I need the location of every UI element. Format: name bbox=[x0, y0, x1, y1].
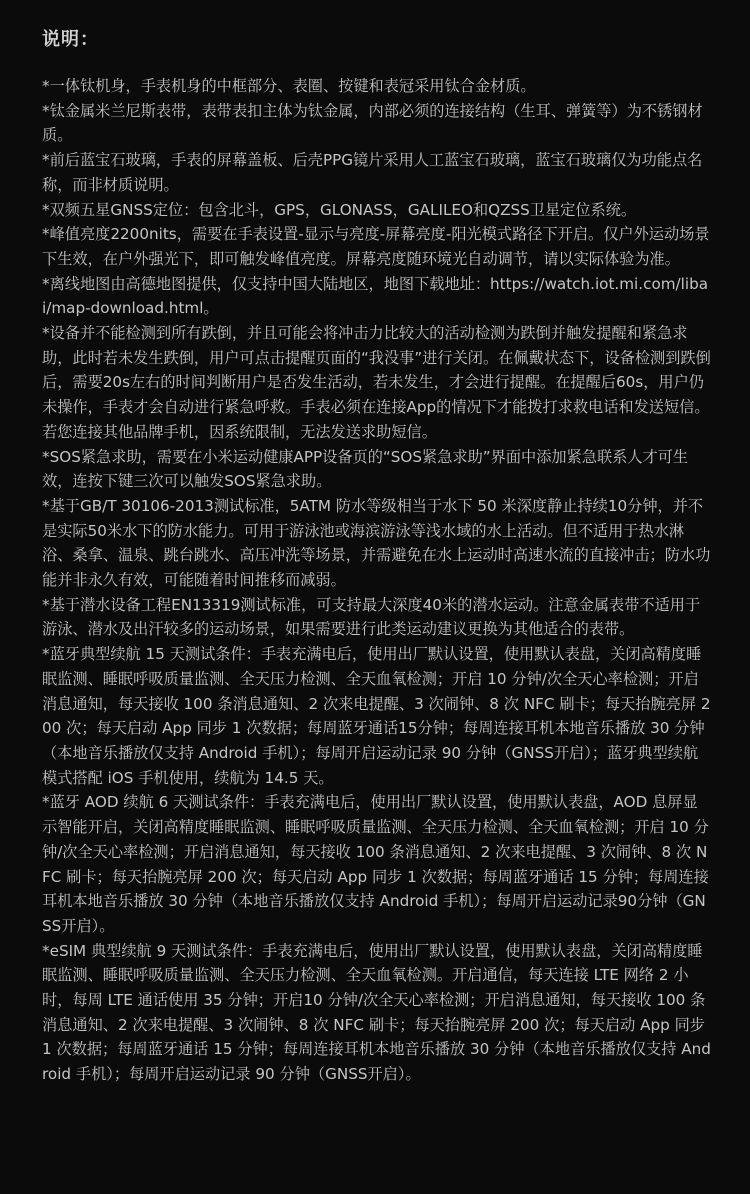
note-water-resistance: *基于GB/T 30106-2013测试标准，5ATM 防水等级相当于水下 50 米深度静止持续10分钟，并不是实际50米水下的防水能力。可用于游泳池或海滨游泳等浅水域的水上活动。但不适用于热水淋浴、桑拿、温泉、跳台跳水、高压冲洗等场景，并需避免在水上运动时高速水流的直接冲击；防水功能并非永久有效，可能随着时间推移而减弱。 bbox=[42, 496, 711, 590]
note-sos: *SOS紧急求助，需要在小米运动健康APP设备页的“SOS紧急求助”界面中添加紧急联系人才可生效，连按下键三次可以触发SOS紧急求助。 bbox=[42, 447, 689, 491]
notes-list bbox=[42, 74, 712, 1087]
note-titanium-strap: *钛金属米兰尼斯表带，表带表扣主体为钛金属，内部必须的连接结构（生耳、弹簧等）为不锈钢材质。 bbox=[42, 101, 703, 145]
note-sapphire-glass: *前后蓝宝石玻璃，手表的屏幕盖板、后壳PPG镜片采用人工蓝宝石玻璃，蓝宝石玻璃仅为功能点名称，而非材质说明。 bbox=[42, 151, 703, 194]
note-diving: *基于潜水设备工程EN13319测试标准，可支持最大深度40米的潜水运动。注意金属表带不适用于游泳、潜水及出汗较多的运动场景，如果需要进行此类运动建议更换为其他适合的表带。 bbox=[42, 595, 701, 639]
note-offline-map: *离线地图由高德地图提供，仅支持中国大陆地区，地图下载地址：https://watch.iot.mi.com/libai/map-download.html。 bbox=[42, 274, 709, 318]
page-title: 说明： bbox=[42, 29, 99, 50]
note-gnss: *双频五星GNSS定位：包含北斗，GPS，GLONASS，GALILEO和QZSS卫星定位系统。 bbox=[42, 200, 637, 219]
note-bluetooth-battery: *蓝牙典型续航 15 天测试条件：手表充满电后，使用出厂默认设置，使用默认表盘，关闭高精度睡眠监测、睡眠呼吸质量监测、全天压力检测、全天血氧检测；开启 10 分钟/次全天心率检测；开启消息通知，每天接收 100 条消息通知、2 次来电提醒、3 次闹钟、8 次 NFC 刷卡；每天抬腕亮屏 200 次；每天启动 App 同步 1 次数据；每周蓝牙通话15分钟；每周连接耳机本地音乐播放 30 分钟（本地音乐播放仅支持 Android 手机）；每周开启运动记录 90 分钟（GNSS开启）；蓝牙典型续航模式搭配 iOS 手机使用，续航为 14.5 天。 bbox=[42, 645, 711, 787]
note-fall-detection: *设备并不能检测到所有跌倒，并且可能会将冲击力比较大的活动检测为跌倒并触发提醒和紧急求助，此时若未发生跌倒，用户可点击提醒页面的“我没事”进行关闭。在佩戴状态下，设备检测到跌倒后，需要20s左右的时间判断用户是否发生活动，若未发生，才会进行提醒。在提醒后60s，用户仍未操作，手表才会自动进行紧急呼救。手表必须在连接App的情况下才能拨打求救电话和发送短信。若您连接其他品牌手机，因系统限制，无法发送求助短信。 bbox=[42, 324, 711, 441]
note-peak-brightness: *峰值亮度2200nits，需要在手表设置-显示与亮度-屏幕亮度-阳光模式路径下开启。仅户外运动场景下生效，在户外强光下，即可触发峰值亮度。屏幕亮度随环境光自动调节，请以实际体验为准。 bbox=[42, 225, 710, 268]
note-titanium-body: *一体钛机身，手表机身的中框部分、表圈、按键和表冠采用钛合金材质。 bbox=[42, 77, 536, 95]
note-esim-battery: *eSIM 典型续航 9 天测试条件：手表充满电后，使用出厂默认设置，使用默认表盘，关闭高精度睡眠监测、睡眠呼吸质量监测、全天压力检测、全天血氧检测。开启通信，每天连接 LTE 网络 2 小时，每周 LTE 通话使用 35 分钟；开启10 分钟/次全天心率检测；开启消息通知，每天接收 100 条消息通知、2 次来电提醒、3 次闹钟、8 次 NFC 刷卡；每天抬腕亮屏 200 次；每天启动 App 同步 1 次数据；每周蓝牙通话 15 分钟；每周连接耳机本地音乐播放 30 分钟（本地音乐播放仅支持 Android 手机）；每周开启运动记录 90 分钟（GNSS开启）。 bbox=[42, 941, 711, 1084]
note-aod-battery: *蓝牙 AOD 续航 6 天测试条件：手表充满电后，使用出厂默认设置，使用默认表盘，AOD 息屏显示智能开启，关闭高精度睡眠监测、睡眠呼吸质量监测、全天压力检测、全天血氧检测；开启 10 分钟/次全天心率检测；开启消息通知，每天接收 100 条消息通知、2 次来电提醒、3 次闹钟、8 次 NFC 刷卡；每天抬腕亮屏 200 次；每天启动 App 同步 1 次数据；每周蓝牙通话 15 分钟；每周连接耳机本地音乐播放 30 分钟（本地音乐播放仅支持 Android 手机）；每周开启运动记录90分钟（GNSS开启）。 bbox=[42, 793, 709, 935]
